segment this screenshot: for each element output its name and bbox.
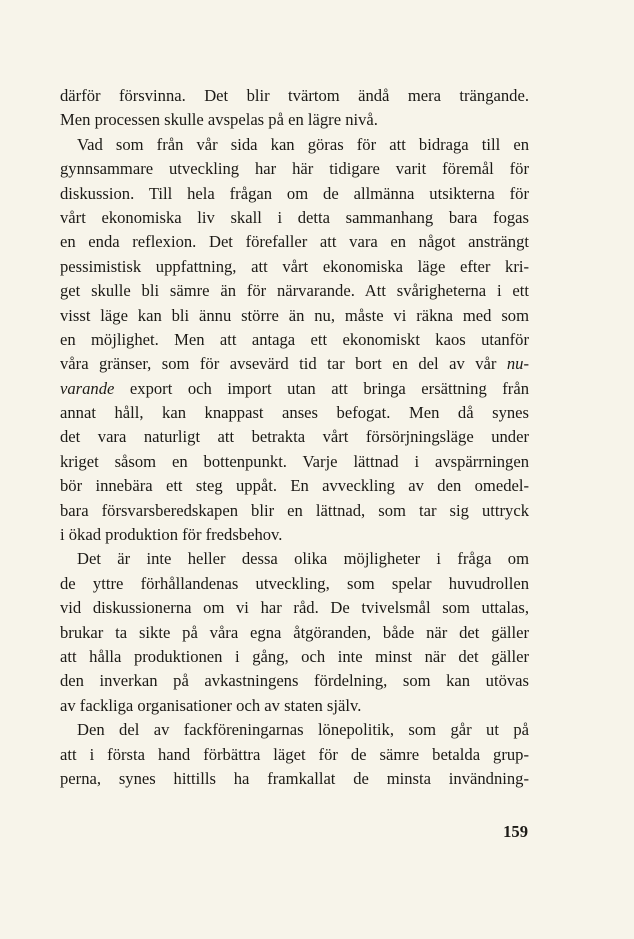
text-line: kriget såsom en bottenpunkt. Varje lättnad i avspärrningen (60, 451, 529, 471)
text-line: visst läge kan bli ännu större än nu, måste vi räkna med som (60, 305, 529, 325)
text-line: den inverkan på avkastningens fördelning, som kan utövas (60, 671, 529, 691)
text-line: perna, synes hittills ha framkallat de minsta invändning- (60, 768, 529, 788)
body-text (60, 84, 529, 791)
text-line: vid diskussionerna om vi har råd. De tvivelsmål som uttalas, (60, 598, 529, 618)
text-line: av fackliga organisationer och av staten själv. (60, 695, 362, 715)
text-line: att hålla produktionen i gång, och inte minst när det gäller (60, 646, 529, 666)
text-line: pessimistisk uppfattning, att vårt ekonomiska läge efter kri- (60, 256, 529, 276)
text-line: Men processen skulle avspelas på en lägre nivå. (60, 110, 378, 130)
text-line: bör innebära ett steg uppåt. En avveckling av den omedel- (60, 476, 529, 496)
text-line: det vara naturligt att betrakta vårt försörjningsläge under (60, 427, 529, 447)
text-line: Det är inte heller dessa olika möjligheter i fråga om (77, 549, 529, 569)
text-line: annat håll, kan knappast anses befogat. Men då synes (60, 403, 529, 423)
text-line: varande export och import utan att bringa ersättning från (60, 378, 529, 398)
text-line: Den del av fackföreningarnas lönepolitik, som går ut på (77, 720, 529, 740)
text-line: diskussion. Till hela frågan om de allmänna utsikterna för (60, 183, 529, 203)
text-line: vårt ekonomiska liv skall i detta sammanhang bara fogas (60, 207, 529, 227)
page-number: 159 (503, 822, 528, 841)
text-line: de yttre förhållandenas utveckling, som spelar huvudrollen (60, 573, 529, 593)
text-line: en enda reflexion. Det förefaller att vara en något ansträngt (60, 232, 529, 252)
text-line: brukar ta sikte på våra egna åtgöranden, både när det gäller (60, 622, 529, 642)
text-line: bara försvarsberedskapen blir en lättnad, som tar sig uttryck (60, 500, 529, 520)
text-line: därför försvinna. Det blir tvärtom ändå mera trängande. (60, 86, 529, 105)
text-line: en möjlighet. Men att antaga ett ekonomiskt kaos utanför (60, 329, 529, 349)
text-line: våra gränser, som för avsevärd tid tar bort en del av vår nu- (60, 354, 529, 374)
text-line: i ökad produktion för fredsbehov. (60, 525, 283, 545)
text-line: att i första hand förbättra läget för de sämre betalda grup- (60, 744, 529, 764)
text-line: get skulle bli sämre än för närvarande. Att svårigheterna i ett (60, 281, 529, 301)
text-line: gynnsammare utveckling har här tidigare varit föremål för (60, 159, 529, 179)
text-line: Vad som från vår sida kan göras för att bidraga till en (77, 134, 529, 154)
